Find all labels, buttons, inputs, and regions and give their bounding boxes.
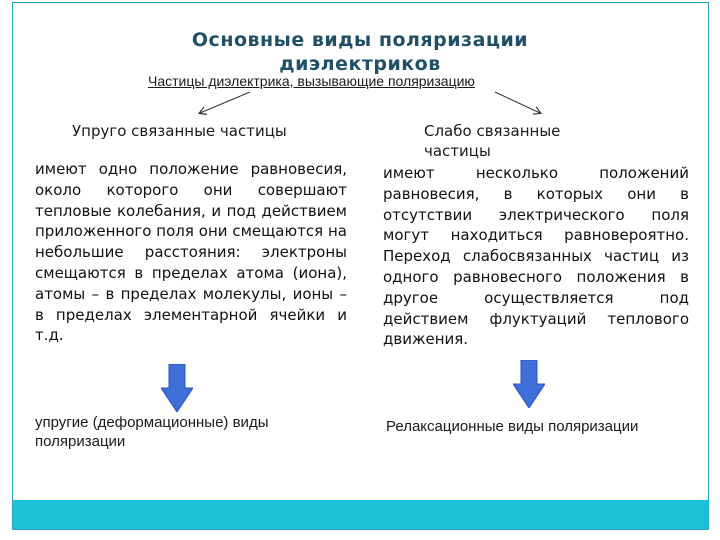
right-result: Релаксационные виды поляризации xyxy=(386,418,639,435)
left-description: имеют одно положение равновесия, около которого они совершают тепловые колебания, и под действием приложенного поля они смещаются на небольшие расстояния: электроны смещаются в пределах атома (иона), атомы – в пределах молекулы, ионы – в пределах элементарной ячейки и т.д. xyxy=(35,160,347,345)
right-description: имеют несколько положений равновесия, в которых они в отсутствии электрического поля могут находиться равновероятно. Переход слабосвязанных частиц из одного равновесного положения в другое осуществляется под действием флуктуаций теплового движения. xyxy=(383,164,689,349)
down-arrow-icon xyxy=(161,364,193,412)
slide-title: Основные виды поляризации диэлектриков xyxy=(191,29,529,75)
thin-arrow-right-icon xyxy=(495,92,540,113)
left-heading: Упруго связанные частицы xyxy=(72,122,287,140)
right-heading: Слабо связанные частицы xyxy=(424,122,561,160)
left-result: упругие (деформационные) виды поляризации xyxy=(35,414,269,450)
down-arrow-icon xyxy=(513,360,545,408)
thin-arrow-left-icon xyxy=(200,92,250,113)
slide-subtitle: Частицы диэлектрика, вызывающие поляризацию xyxy=(148,73,475,89)
